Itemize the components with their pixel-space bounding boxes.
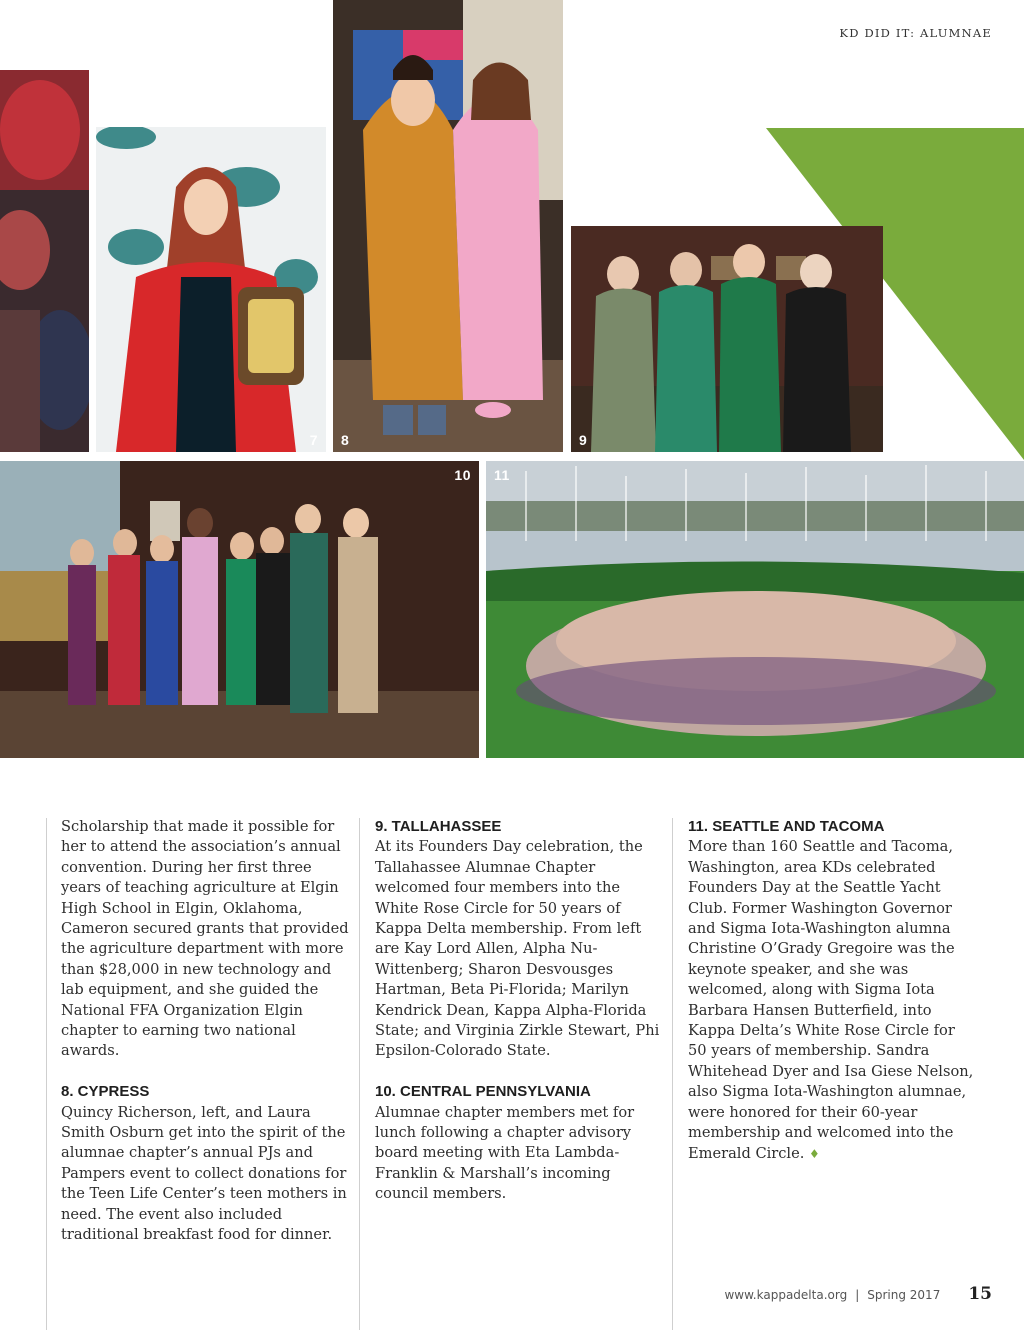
- photo-8-number: 8: [341, 432, 350, 448]
- footer-issue: Spring 2017: [867, 1288, 941, 1302]
- photo-10-central-pennsylvania: [0, 461, 479, 758]
- central-pennsylvania-body-text: Alumnae chapter members met for lunch following a chapter advisory board meeting with Eta Lambda-Franklin & Marshall’s incoming council members.: [375, 1103, 635, 1203]
- footer-url: www.kappadelta.org: [724, 1288, 848, 1302]
- photo-7-number: 7: [309, 432, 318, 448]
- photo-9-number: 9: [579, 432, 588, 448]
- photo-10-number: 10: [454, 467, 471, 483]
- seattle-tacoma-body-text: [688, 837, 976, 1164]
- article-column-1: [61, 817, 349, 1246]
- photo-11-number: 11: [494, 467, 510, 483]
- footer-separator: |: [855, 1288, 860, 1302]
- heading-cypress: 8. CYPRESS: [61, 1083, 150, 1101]
- article-column-2: [375, 817, 663, 1205]
- photo-9-white-rose: [571, 226, 883, 452]
- heading-central-pennsylvania: 10. CENTRAL PENNSYLVANIA: [375, 1083, 591, 1101]
- seattle-tacoma-body: More than 160 Seattle and Tacoma, Washington, area KDs celebrated Founders Day at the Seattle Yacht Club. Former Washington Governor and Sigma Iota-Washington alumna Christine O’Grady Gregoire was the keynote speaker, and she was welcomed, along with Sigma Iota Barbara Hansen Butterfield, into Kappa Delta’s White Rose Circle for 50 years of membership. Sandra Whitehead Dyer and Isa Giese Nelson, also Sigma Iota-Washington alumnae, were honored for their 60-year membership and welcomed into the Emerald Circle.: [688, 838, 974, 1162]
- tallahassee-body-text: At its Founders Day celebration, the Tallahassee Alumnae Chapter welcomed four members into the White Rose Circle for 50 years of Kappa Delta membership. From left are Kay Lord Allen, Alpha Nu-Wittenberg; Sharon Desvousges Hartman, Beta Pi-Florida; Marilyn Kendrick Dean, Kappa Alpha-Florida State; and Virginia Zirkle Stewart, Phi Epsilon-Colorado State.: [375, 838, 660, 1060]
- photo-7-award: [96, 127, 326, 452]
- left-cropped-photo: [0, 70, 89, 452]
- column-rule-3: [672, 818, 673, 1330]
- photo-11-seattle-tacoma: [486, 461, 1024, 758]
- diamond-end-icon: ♦: [809, 1146, 820, 1161]
- heading-tallahassee: 9. TALLAHASSEE: [375, 818, 502, 835]
- column-rule-2: [359, 818, 360, 1330]
- cypress-body-text: Quincy Richerson, left, and Laura Smith Osburn get into the spirit of the alumnae chapter’s annual PJs and Pampers event to collect donations for the Teen Life Center’s teen mothers in need. The event also included traditional breakfast food for dinner.: [61, 1103, 347, 1244]
- col1-intro-text: Scholarship that made it possible for her to attend the association’s annual convention. During her first three years of teaching agriculture at Elgin High School in Elgin, Oklahoma, Cameron secured grants that provided the agriculture department with more than $28,000 in new technology and lab equipment, and she guided the National FFA Organization Elgin chapter to earning two national awards.: [61, 818, 349, 1060]
- running-head: KD DID IT: ALUMNAE: [839, 26, 992, 40]
- column-rule-1: [46, 818, 47, 1330]
- heading-seattle-tacoma: 11. SEATTLE AND TACOMA: [688, 818, 885, 835]
- article-column-3: [688, 817, 976, 1164]
- photo-8-pajamas: [333, 0, 563, 452]
- page-footer: [724, 1284, 992, 1304]
- page-number: 15: [968, 1284, 992, 1304]
